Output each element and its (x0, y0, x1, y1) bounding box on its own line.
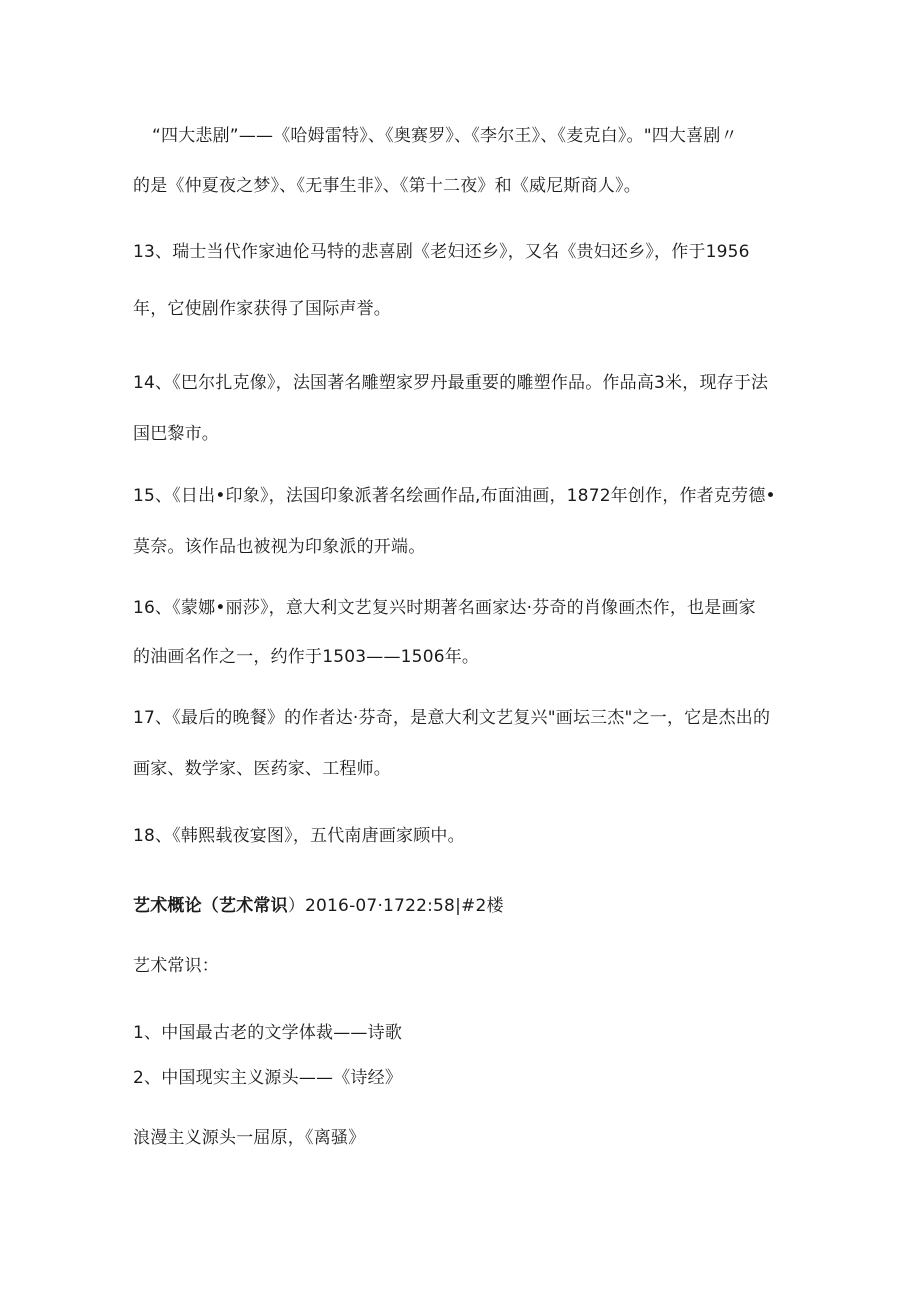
paragraph-line: “四大悲剧”——《哈姆雷特》、《奥赛罗》、《李尔王》、《麦克白》。"四大喜剧〃 (152, 126, 738, 146)
paragraph-line: 浪漫主义源头一屈原，《离骚》 (133, 1128, 366, 1148)
paragraph-line: 莫奈。该作品也被视为印象派的开端。 (133, 537, 426, 557)
list-item: 2、中国现实主义源头——《诗经》 (133, 1068, 403, 1088)
list-item: 1、中国最古老的文学体裁——诗歌 (133, 1023, 403, 1043)
section-label: 艺术常识： (133, 956, 219, 976)
paragraph-line: 国巴黎市。 (133, 424, 219, 444)
paragraph-line: 年，它使剧作家获得了国际声誉。 (133, 299, 391, 319)
post-header-meta: ）2016-07·1722:58|#2楼 (287, 896, 504, 916)
post-header (133, 894, 504, 918)
paragraph-line: 16、《蒙娜•丽莎》，意大利文艺复兴时期著名画家达·芬奇的肖像画杰作，也是画家 (133, 598, 756, 618)
paragraph-line: 画家、数学家、医药家、工程师。 (133, 759, 391, 779)
paragraph-line: 的油画名作之一，约作于1503——1506年。 (133, 647, 480, 667)
paragraph-line: 14、《巴尔扎克像》，法国著名雕塑家罗丹最重要的雕塑作品。作品高3米，现存于法 (133, 373, 769, 393)
paragraph-line: 13、瑞士当代作家迪伦马特的悲喜剧《老妇还乡》，又名《贵妇还乡》，作于1956 (133, 242, 750, 262)
paragraph-line: 17、《最后的晚餐》的作者达·芬奇，是意大利文艺复兴"画坛三杰"之一，它是杰出的 (133, 708, 771, 728)
paragraph-line: 18、《韩熙载夜宴图》，五代南唐画家顾中。 (133, 826, 465, 846)
post-header-title: 艺术概论（艺术常识 (133, 896, 288, 916)
paragraph-line: 的是《仲夏夜之梦》、《无事生非》、《第十二夜》和《威尼斯商人》。 (133, 176, 641, 196)
paragraph-line: 15、《日出•印象》，法国印象派著名绘画作品,布面油画，1872年创作，作者克劳德• (133, 486, 776, 506)
